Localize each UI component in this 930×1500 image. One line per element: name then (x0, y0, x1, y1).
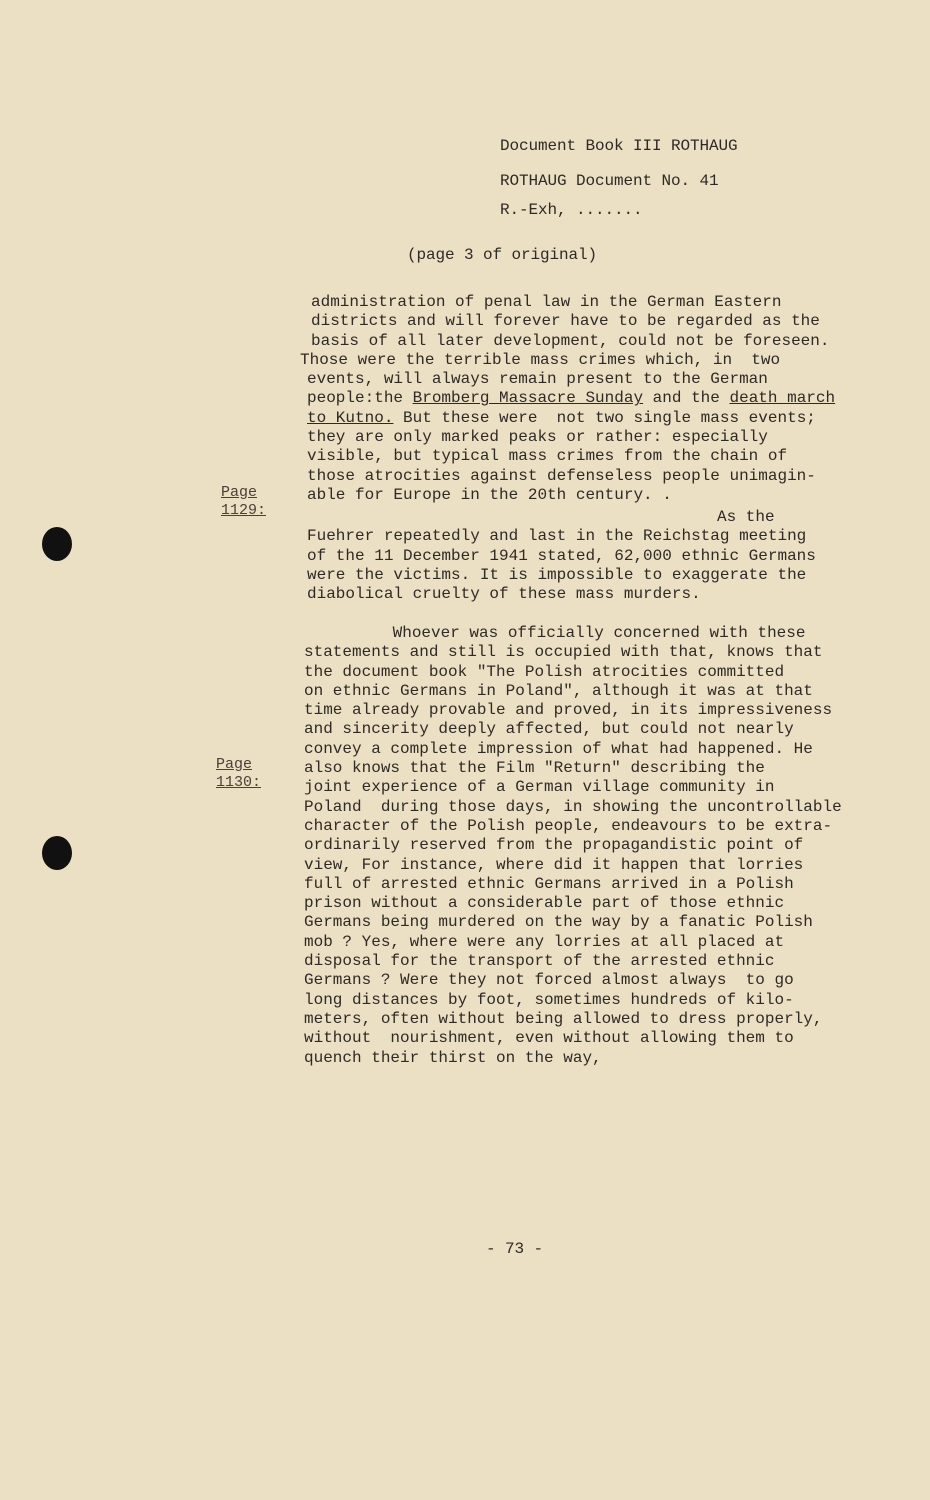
text-line: mob ? Yes, where were any lorries at all placed at (304, 932, 785, 951)
text-line: Those were the terrible mass crimes which, in two (300, 350, 781, 369)
text-line: Fuehrer repeatedly and last in the Reichstag meeting (307, 527, 807, 546)
underlined-phrase: Bromberg Massacre Sunday (412, 389, 644, 408)
text-line: without nourishment, even without allowing them to (304, 1029, 794, 1048)
text-line: were the victims. It is impossible to exaggerate the (307, 565, 807, 584)
text-line: ordinarily reserved from the propagandistic point of (304, 836, 804, 855)
page-of-original: (page 3 of original) (407, 246, 598, 264)
text-line: basis of all later development, could not be foreseen. (311, 331, 830, 350)
text-line: able for Europe in the 20th century. . (307, 485, 672, 504)
text-line: As the (717, 508, 775, 526)
text-line: Germans being murdered on the way by a fanatic Polish (304, 913, 813, 932)
underlined-phrase: death march (729, 389, 836, 408)
paragraph-1 (300, 293, 836, 505)
underlined-phrase: to Kutno. (307, 408, 394, 427)
text-line: statements and still is occupied with that, knows that (304, 643, 823, 662)
text-line: prison without a considerable part of those ethnic (304, 894, 785, 913)
text-line: people:the Bromberg Massacre Sunday and the death march (307, 389, 836, 408)
text-line: Whoever was officially concerned with these (335, 624, 806, 642)
exhibit-number: R.-Exh, ....... (500, 201, 643, 219)
margin-note-1129: Page 1129: (221, 484, 267, 519)
text-line: visible, but typical mass crimes from the chain of (307, 447, 788, 466)
text-line: districts and will forever have to be regarded as the (311, 312, 820, 331)
text-line: events, will always remain present to the German (307, 370, 768, 389)
text-line: Poland during those days, in showing the uncontrollable (304, 797, 842, 816)
punch-hole (42, 836, 72, 870)
page-number: - 73 - (486, 1240, 544, 1258)
text-line: character of the Polish people, endeavours to be extra- (304, 816, 833, 835)
text-line: long distances by foot, sometimes hundreds of kilo- (304, 990, 794, 1009)
text-line: to Kutno. But these were not two single mass events; (307, 408, 816, 427)
text-line: quench their thirst on the way, (304, 1048, 602, 1067)
text-line: of the 11 December 1941 stated, 62,000 ethnic Germans (307, 546, 816, 565)
text-line: they are only marked peaks or rather: especially (307, 428, 768, 447)
paragraph-2 (307, 508, 816, 604)
text-line: also knows that the Film "Return" describing the (304, 759, 765, 778)
text-line: on ethnic Germans in Poland", although it was at that (304, 681, 813, 700)
text-line: disposal for the transport of the arrested ethnic (304, 952, 775, 971)
text-line: meters, often without being allowed to dress properly, (304, 1009, 823, 1028)
text-line: Germans ? Were they not forced almost always to go (304, 971, 794, 990)
text-line: administration of penal law in the German Eastern (311, 293, 782, 311)
text-line: time already provable and proved, in its impressiveness (304, 701, 833, 720)
text-line: joint experience of a German village community in (304, 778, 775, 797)
paragraph-3 (304, 624, 842, 1068)
text-line: the document book "The Polish atrocities committed (304, 662, 785, 681)
document-book-header: Document Book III ROTHAUG (500, 137, 738, 155)
punch-hole (42, 527, 72, 561)
text-line: and sincerity deeply affected, but could not nearly (304, 720, 794, 739)
text-line: convey a complete impression of what had happened. He (304, 739, 813, 758)
margin-note-1130: Page 1130: (216, 756, 262, 791)
document-number: ROTHAUG Document No. 41 (500, 172, 719, 190)
text-line: those atrocities against defenseless people unimagin- (307, 466, 816, 485)
text-line: view, For instance, where did it happen that lorries (304, 855, 804, 874)
text-line: full of arrested ethnic Germans arrived in a Polish (304, 874, 794, 893)
text-line: diabolical cruelty of these mass murders. (307, 585, 701, 604)
